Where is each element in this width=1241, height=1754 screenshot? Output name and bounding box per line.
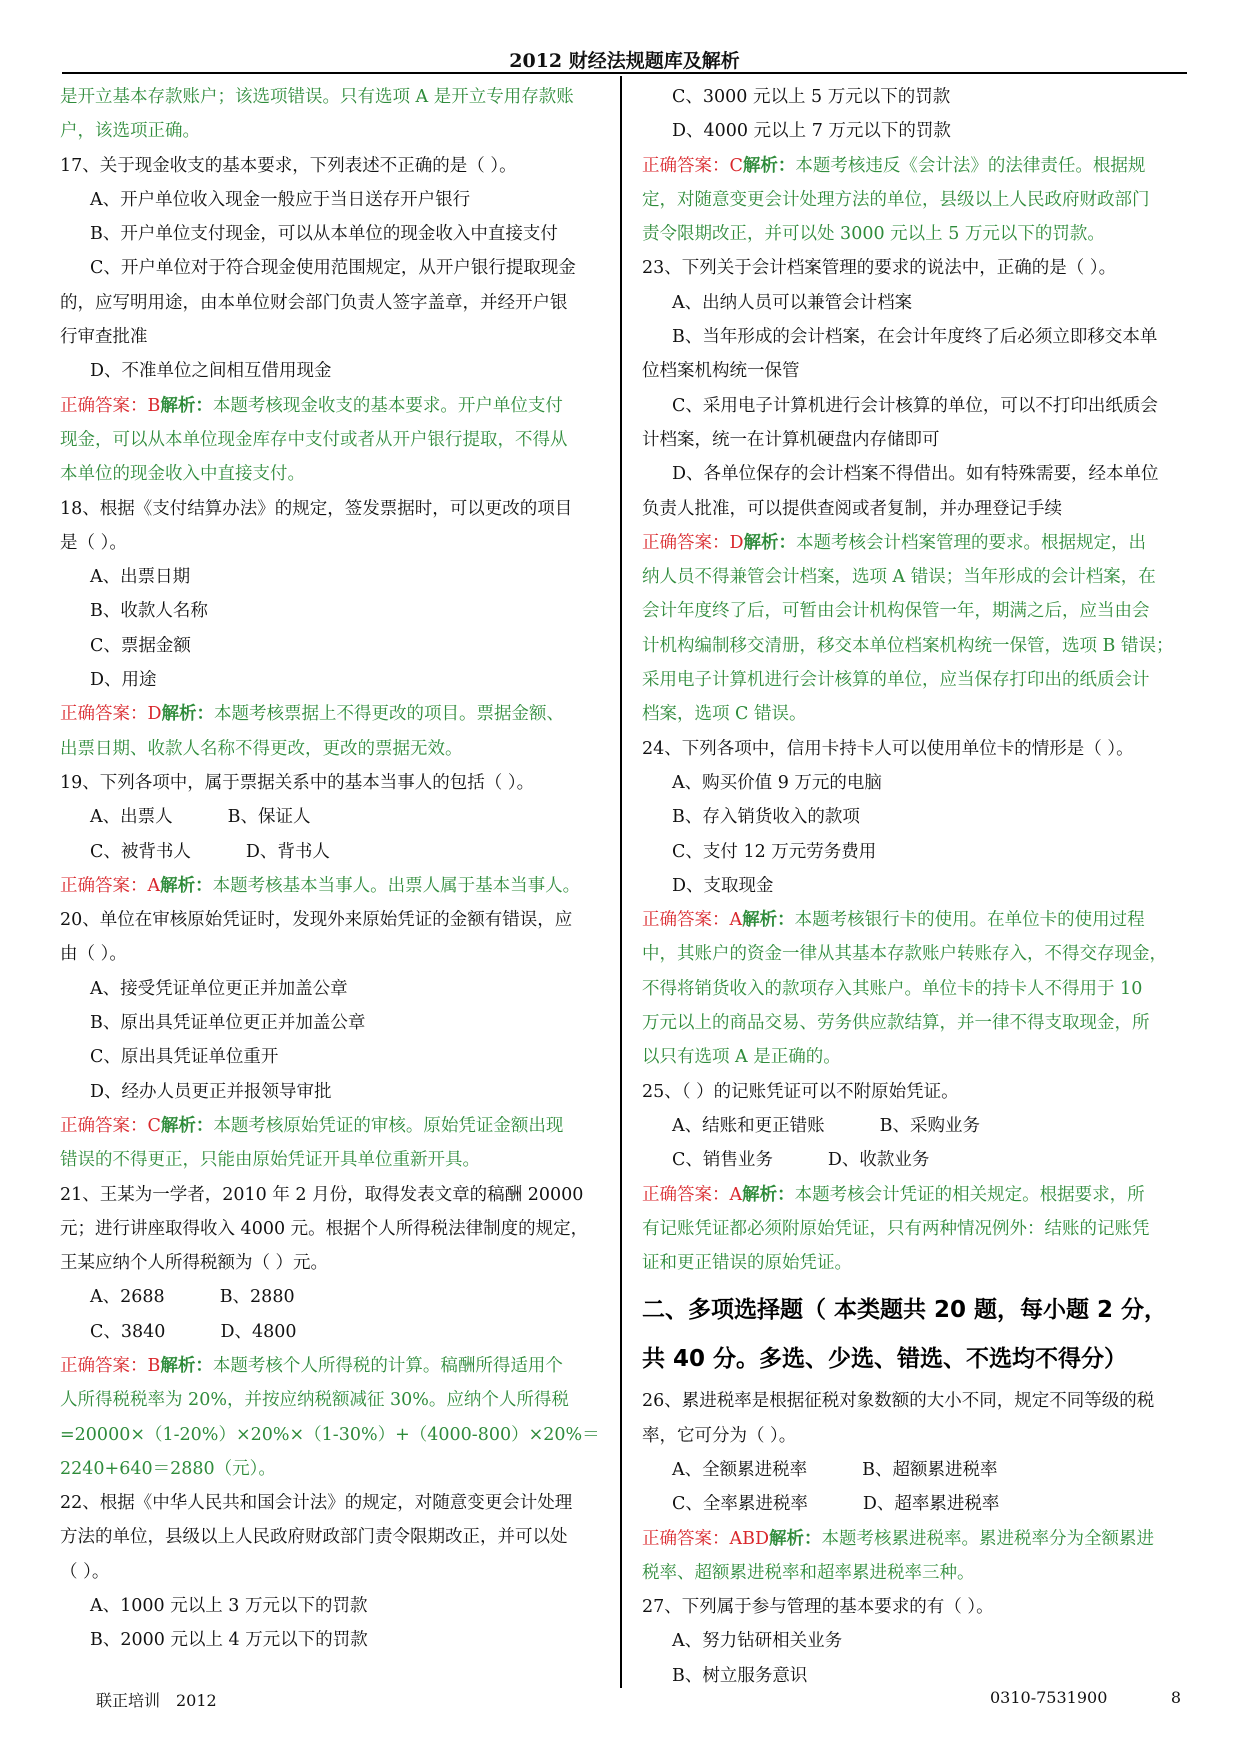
analysis-label: 解析：: [160, 875, 213, 896]
line-text: 证和更正错误的原始凭证。: [642, 1253, 852, 1274]
answer-key: 正确答案：D: [60, 704, 162, 725]
line-text: D、各单位保存的会计档案不得借出。如有特殊需要，经本单位: [672, 464, 1159, 485]
text-line: [60, 732, 605, 766]
option-line: [642, 800, 1187, 834]
text-line: [642, 594, 1187, 628]
analysis-text: 本题考核票据上不得更改的项目。票据金额、: [214, 704, 565, 725]
answer-key: 正确答案：C: [60, 1115, 161, 1136]
analysis-text: 本题考核个人所得税的计算。稿酬所得适用个: [212, 1355, 563, 1376]
text-line: [60, 1383, 605, 1417]
line-text: 万元以上的商品交易、劳务供应款结算，并一律不得支取现金，所: [642, 1013, 1150, 1034]
text-line: [642, 1556, 1187, 1590]
line-text: 现金，可以从本单位现金库存中支付或者从开户银行提取，不得从: [60, 429, 568, 450]
text-line: [60, 1143, 605, 1177]
page-number: 8: [1170, 1688, 1181, 1707]
line-text: A、1000 元以上 3 万元以下的罚款: [90, 1596, 368, 1617]
analysis-label: 解析：: [742, 1184, 795, 1205]
line-text: C、采用电子计算机进行会计核算的单位，可以不打印出纸质会: [672, 395, 1158, 416]
text-line: [642, 423, 1187, 457]
line-text: 2240+640＝2880（元）。: [60, 1458, 276, 1479]
line-text: 23、下列关于会计档案管理的要求的说法中，正确的是（ ）。: [642, 258, 1117, 279]
line-text: A、2688: [90, 1287, 165, 1308]
answer-line: [60, 869, 605, 903]
option-line: [642, 457, 1187, 491]
option-line: [60, 1006, 605, 1040]
header-rule: [62, 72, 1187, 74]
analysis-label: 解析：: [743, 532, 797, 553]
option-line: [60, 354, 605, 388]
line-text: A、开户单位收入现金一般应于当日送存开户银行: [90, 189, 471, 210]
text-line: [642, 937, 1187, 971]
option-text: B、超额累进税率: [862, 1459, 998, 1480]
analysis-text: 本题考核累进税率。累进税率分为全额累进: [821, 1528, 1155, 1549]
line-text: A、购买价值 9 万元的电脑: [672, 772, 882, 793]
text-line: [642, 1075, 1187, 1109]
line-text: 税率、超额累进税率和超率累进税率三种。: [642, 1562, 975, 1583]
line-text: D、经办人员更正并报领导审批: [90, 1081, 332, 1102]
left-column: [60, 80, 605, 1658]
text-line: [60, 492, 605, 526]
text-line: [60, 937, 605, 971]
line-text: 的，应写明用途，由本单位财会部门负责人签字盖章，并经开户银: [60, 292, 568, 313]
analysis-text: 本题考核违反《会计法》的法律责任。根据规: [795, 155, 1146, 176]
option-line: [60, 800, 605, 834]
option-text: D、超率累进税率: [862, 1494, 1000, 1515]
option-line: [642, 835, 1187, 869]
column-divider: [620, 76, 622, 1688]
text-line: [642, 1006, 1187, 1040]
option-line: [642, 286, 1187, 320]
text-line: [642, 251, 1187, 285]
option-text: D、4800: [220, 1321, 297, 1342]
analysis-text: 本题考核会计档案管理的要求。根据规定，出: [796, 532, 1147, 553]
text-line: [642, 1419, 1187, 1453]
analysis-text: 本题考核会计凭证的相关规定。根据要求，所: [794, 1184, 1145, 1205]
option-line: [60, 183, 605, 217]
line-text: 采用电子计算机进行会计核算的单位，应当保存打印出的纸质会计: [642, 670, 1150, 691]
line-text: A、结账和更正错账: [672, 1115, 825, 1136]
line-text: C、3000 元以上 5 万元以下的罚款: [672, 87, 951, 107]
text-line: [60, 286, 605, 320]
analysis-text: 本题考核银行卡的使用。在单位卡的使用过程: [794, 910, 1145, 931]
section-heading: 二、多项选择题（ 本类题共 20 题，每小题 2 分，: [642, 1297, 1168, 1324]
line-text: 会计年度终了后，可暂由会计机构保管一年，期满之后，应当由会: [642, 601, 1150, 622]
analysis-label: 解析：: [160, 1355, 213, 1376]
text-line: [642, 697, 1187, 731]
answer-line: [642, 1522, 1187, 1556]
answer-line: [642, 903, 1187, 937]
option-line: [642, 1624, 1187, 1658]
line-text: 21、王某为一学者，2010 年 2 月份，取得发表文章的稿酬 20000: [60, 1184, 584, 1205]
text-line: [642, 972, 1187, 1006]
text-line: [60, 1418, 605, 1452]
option-line: [642, 389, 1187, 423]
line-text: 以只有选项 A 是正确的。: [642, 1047, 841, 1068]
line-text: B、存入销货收入的款项: [672, 807, 860, 828]
option-line: [642, 1109, 1187, 1143]
footer-org: 联正培训 2012: [96, 1691, 217, 1710]
text-line: [60, 1178, 605, 1212]
line-text: B、开户单位支付现金，可以从本单位的现金收入中直接支付: [90, 224, 558, 245]
option-line: [60, 1589, 605, 1623]
line-text: 24、下列各项中，信用卡持卡人可以使用单位卡的情形是（ ）。: [642, 738, 1134, 759]
line-text: 19、下列各项中，属于票据关系中的基本当事人的包括（ ）。: [60, 772, 535, 793]
text-line: [60, 1452, 605, 1486]
answer-key: 正确答案：B: [60, 1355, 161, 1376]
option-line: [642, 80, 1187, 114]
analysis-label: 解析：: [160, 395, 213, 416]
line-text: 定，对随意变更会计处理方法的单位，县级以上人民政府财政部门: [642, 189, 1150, 210]
answer-key: 正确答案：A: [60, 875, 161, 896]
document-title: 2012 财经法规题库及解析: [509, 50, 740, 72]
answer-line: [60, 1109, 605, 1143]
line-text: C、支付 12 万元劳务费用: [672, 841, 877, 862]
line-text: 方法的单位，县级以上人民政府财政部门责令限期改正，并可以处: [60, 1527, 568, 1548]
line-text: A、出票日期: [90, 567, 191, 588]
section-heading: 共 40 分。多选、少选、错选、不选均不得分）: [642, 1346, 1128, 1373]
line-text: C、被背书人: [90, 841, 191, 862]
answer-line: [642, 1178, 1187, 1212]
option-text: D、背书人: [245, 841, 330, 862]
text-line: [642, 217, 1187, 251]
line-text: 档案，选项 C 错误。: [642, 704, 807, 725]
line-text: C、3840: [90, 1321, 166, 1342]
line-text: 22、根据《中华人民共和国会计法》的规定，对随意变更会计处理: [60, 1493, 573, 1514]
line-text: A、接受凭证单位更正并加盖公章: [90, 978, 348, 999]
text-line: [60, 1486, 605, 1520]
option-line: [60, 560, 605, 594]
line-text: 出票日期、收款人名称不得更改，更改的票据无效。: [60, 738, 463, 759]
answer-line: [60, 389, 605, 423]
option-line: [60, 629, 605, 663]
text-line: [60, 1212, 605, 1246]
answer-line: [60, 697, 605, 731]
line-text: D、不准单位之间相互借用现金: [90, 361, 332, 382]
analysis-label: 解析：: [742, 155, 796, 176]
option-text: B、2880: [219, 1287, 295, 1308]
line-text: B、2000 元以上 4 万元以下的罚款: [90, 1630, 368, 1651]
line-text: 不得将销货收入的款项存入其账户。单位卡的持卡人不得用于 10: [642, 978, 1143, 999]
text-line: [60, 423, 605, 457]
line-text: D、4000 元以上 7 万元以下的罚款: [672, 121, 951, 142]
text-line: [60, 80, 605, 114]
line-text: 王某应纳个人所得税额为（ ）元。: [60, 1253, 329, 1274]
line-text: B、收款人名称: [90, 601, 208, 622]
answer-line: [60, 1349, 605, 1383]
line-text: A、出纳人员可以兼管会计档案: [672, 292, 913, 313]
text-line: [642, 1384, 1187, 1418]
line-text: 17、关于现金收支的基本要求，下列表述不正确的是（ ）。: [60, 155, 517, 176]
line-text: 中，其账户的资金一律从其基本存款账户转账存入，不得交存现金，: [642, 944, 1167, 965]
line-text: 负责人批准，可以提供查阅或者复制，并办理登记手续: [642, 498, 1062, 519]
line-text: 元；进行讲座取得收入 4000 元。根据个人所得税法律制度的规定，: [60, 1218, 589, 1239]
text-line: [60, 1246, 605, 1280]
line-text: C、销售业务: [672, 1150, 773, 1171]
line-text: 有记账凭证都必须附原始凭证，只有两种情况例外：结账的记账凭: [642, 1218, 1150, 1239]
line-text: 错误的不得更正，只能由原始凭证开具单位重新开具。: [60, 1150, 480, 1171]
line-text: 由（ ）。: [60, 944, 127, 965]
line-text: D、用途: [90, 670, 157, 691]
option-line: [60, 1280, 605, 1314]
option-line: [60, 1040, 605, 1074]
text-line: [60, 114, 605, 148]
line-text: 18、根据《支付结算办法》的规定，签发票据时，可以更改的项目: [60, 498, 573, 519]
option-line: [642, 766, 1187, 800]
line-text: B、原出具凭证单位更正并加盖公章: [90, 1013, 366, 1034]
line-text: 本单位的现金收入中直接支付。: [60, 464, 305, 485]
answer-key: 正确答案：A: [642, 910, 743, 931]
page-footer: [62, 1684, 1187, 1714]
text-line: [60, 903, 605, 937]
line-text: 是（ ）。: [60, 532, 127, 553]
line-text: C、原出具凭证单位重开: [90, 1047, 279, 1068]
line-text: A、出票人: [90, 807, 173, 828]
analysis-text: 本题考核基本当事人。出票人属于基本当事人。: [212, 875, 581, 896]
line-text: C、票据金额: [90, 635, 191, 656]
line-text: 27、下列属于参与管理的基本要求的有（ ）。: [642, 1597, 994, 1618]
line-text: D、支取现金: [672, 875, 774, 896]
text-line: [642, 1040, 1187, 1074]
option-line: [60, 1623, 605, 1657]
option-line: [642, 1453, 1187, 1487]
answer-line: [642, 526, 1187, 560]
option-line: [60, 1075, 605, 1109]
line-text: 是开立基本存款账户；该选项错误。只有选项 A 是开立专用存款账: [60, 87, 574, 107]
text-line: [60, 1520, 605, 1554]
text-line: [642, 1590, 1187, 1624]
answer-key: 正确答案：B: [60, 395, 161, 416]
line-text: B、当年形成的会计档案，在会计年度终了后必须立即移交本单: [672, 327, 1158, 348]
text-line: [60, 149, 605, 183]
option-line: [642, 320, 1187, 354]
option-line: [60, 251, 605, 285]
analysis-label: 解析：: [160, 1115, 214, 1136]
option-line: [642, 1487, 1187, 1521]
answer-key: 正确答案：ABD: [642, 1528, 770, 1549]
analysis-label: 解析：: [769, 1528, 822, 1549]
option-line: [60, 217, 605, 251]
option-text: D、收款业务: [827, 1150, 930, 1171]
text-line: [60, 457, 605, 491]
line-text: 26、累进税率是根据征税对象数额的大小不同，规定不同等级的税: [642, 1391, 1155, 1412]
line-text: B、树立服务意识: [672, 1665, 808, 1686]
option-line: [60, 835, 605, 869]
option-line: [642, 869, 1187, 903]
option-text: B、采购业务: [879, 1115, 981, 1136]
text-line: [642, 629, 1187, 663]
analysis-label: 解析：: [161, 704, 215, 725]
analysis-label: 解析：: [742, 910, 795, 931]
text-line: [642, 1246, 1187, 1280]
text-line: [60, 526, 605, 560]
answer-line: [642, 149, 1187, 183]
line-text: 计档案，统一在计算机硬盘内存储即可: [642, 429, 940, 450]
text-line: [60, 1555, 605, 1589]
analysis-text: 本题考核现金收支的基本要求。开户单位支付: [212, 395, 563, 416]
text-line: [642, 183, 1187, 217]
line-text: 人所得税税率为 20%，并按应纳税额减征 30%。应纳个人所得税: [60, 1390, 569, 1411]
option-line: [60, 1315, 605, 1349]
line-text: 率，它可分为（ ）。: [642, 1425, 797, 1446]
right-column: [642, 80, 1187, 1693]
line-text: 责令限期改正，并可以处 3000 元以上 5 万元以下的罚款。: [642, 224, 1105, 245]
text-line: [60, 320, 605, 354]
text-line: [642, 663, 1187, 697]
text-line: [642, 354, 1187, 388]
line-text: （ ）。: [60, 1561, 110, 1582]
option-line: [642, 1143, 1187, 1177]
text-line: [642, 492, 1187, 526]
line-text: 计机构编制移交清册，移交本单位档案机构统一保管，选项 B 错误；: [642, 635, 1174, 656]
line-text: 20、单位在审核原始凭证时，发现外来原始凭证的金额有错误，应: [60, 910, 573, 931]
option-line: [642, 114, 1187, 148]
line-text: =20000×（1-20%）×20%×（1-30%）+（4000-800）×20%＝: [60, 1424, 600, 1445]
text-line: [642, 560, 1187, 594]
line-text: 25、（ ）的记账凭证可以不附原始凭证。: [642, 1081, 959, 1102]
line-text: A、努力钻研相关业务: [672, 1631, 843, 1652]
analysis-text: 本题考核原始凭证的审核。原始凭证金额出现: [213, 1115, 564, 1136]
option-text: B、保证人: [227, 807, 311, 828]
answer-key: 正确答案：C: [642, 155, 743, 176]
line-text: A、全额累进税率: [672, 1459, 808, 1480]
line-text: C、开户单位对于符合现金使用范围规定，从开户银行提取现金: [90, 258, 576, 279]
option-line: [60, 594, 605, 628]
answer-key: 正确答案：A: [642, 1184, 743, 1205]
line-text: 位档案机构统一保管: [642, 361, 800, 382]
line-text: 行审查批准: [60, 327, 148, 348]
text-line: [60, 766, 605, 800]
answer-key: 正确答案：D: [642, 532, 744, 553]
text-line: [642, 732, 1187, 766]
text-line: [642, 1212, 1187, 1246]
page-header: [62, 44, 1187, 74]
line-text: 纳人员不得兼管会计档案，选项 A 错误；当年形成的会计档案，在: [642, 567, 1156, 588]
line-text: C、全率累进税率: [672, 1494, 808, 1515]
option-line: [60, 972, 605, 1006]
line-text: 户，该选项正确。: [60, 121, 200, 142]
footer-phone: 0310-7531900: [990, 1688, 1108, 1707]
option-line: [60, 663, 605, 697]
